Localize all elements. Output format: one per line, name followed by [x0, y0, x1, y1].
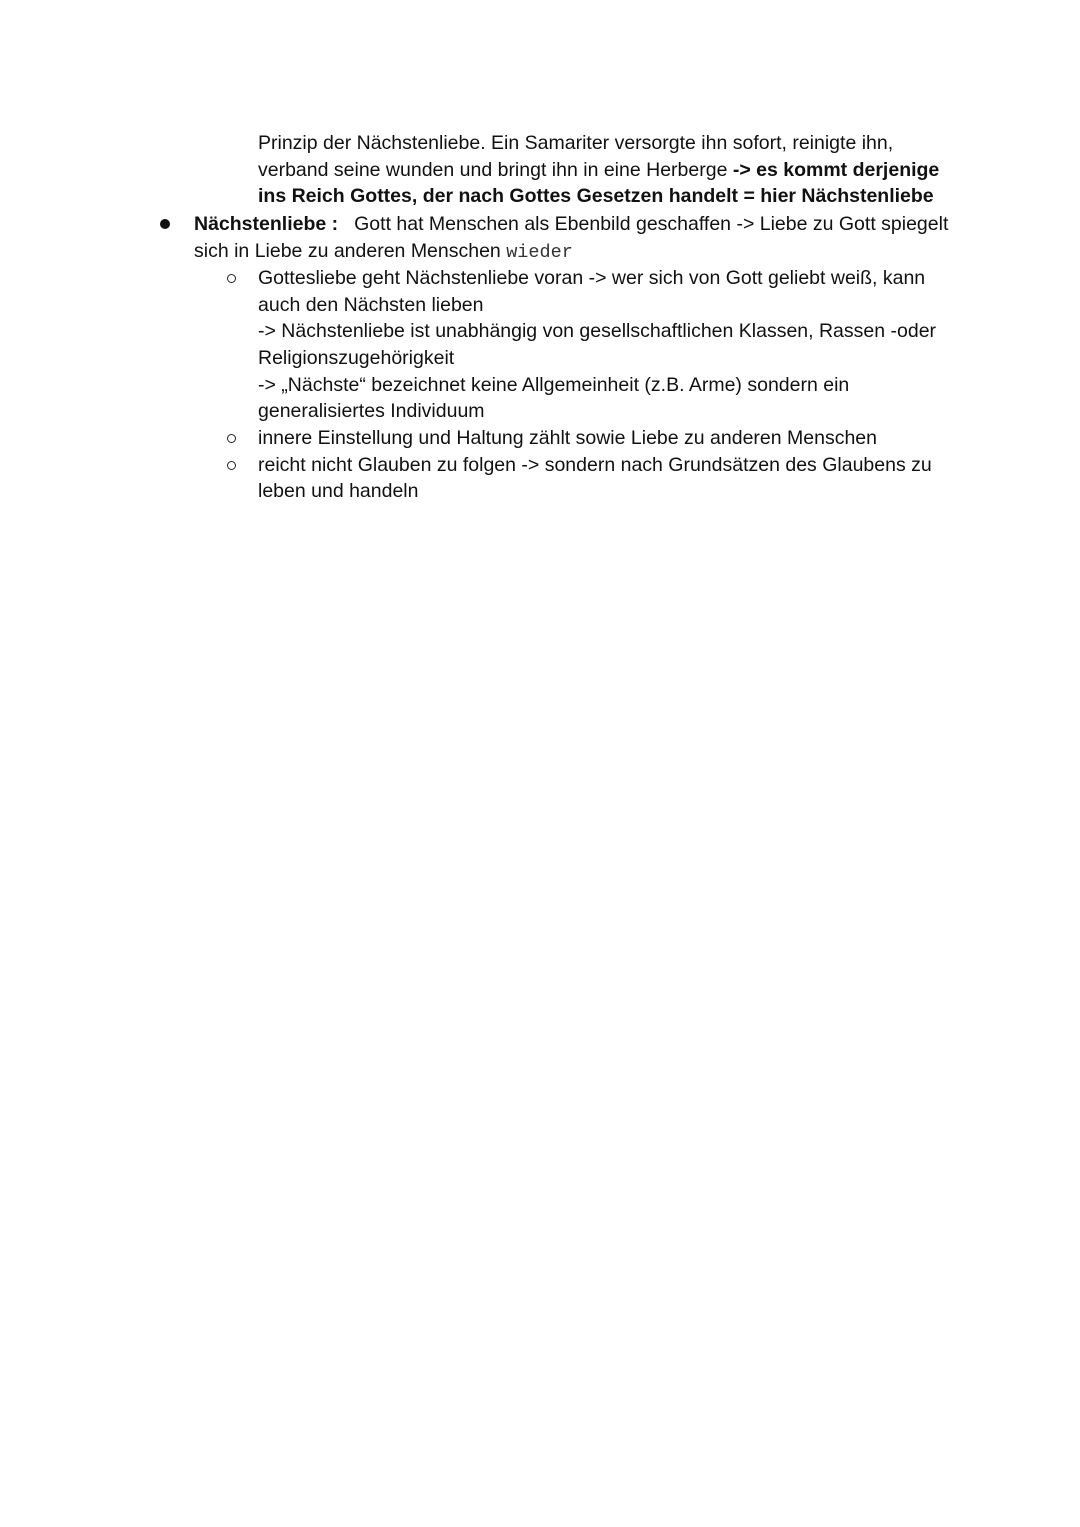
sub-bullet-circle-icon [227, 274, 236, 283]
subitem-2-line-1: innere Einstellung und Haltung zählt sowie Liebe zu anderen Menschen [258, 427, 877, 449]
continuation-line-1: Prinzip der Nächstenliebe. Ein Samariter versorgte ihn sofort, reinigte ihn, [258, 132, 894, 154]
subitem-3-line-1: reicht nicht Glauben zu folgen -> sondern nach Grundsätzen des Glaubens zu [258, 454, 932, 476]
bullet-line-2-mono: wieder [506, 242, 573, 263]
continuation-line-2-bold: -> es kommt derjenige [732, 159, 940, 181]
subitem-1-line-2: auch den Nächsten lieben [258, 294, 484, 316]
bullet-line-1 [194, 211, 948, 237]
subitem-1-line-4: Religionszugehörigkeit [258, 347, 455, 369]
continuation-line-2 [258, 157, 939, 183]
bullet-dot-icon [160, 219, 170, 229]
bullet-line-1-rest: Gott hat Menschen als Ebenbild geschaffen -> Liebe zu Gott spiegelt [354, 213, 949, 235]
subitem-1-line-1: Gottesliebe geht Nächstenliebe voran -> wer sich von Gott geliebt weiß, kann [258, 267, 926, 289]
bullet-line-2 [194, 238, 573, 266]
subitem-1-line-3: -> Nächstenliebe ist unabhängig von gesellschaftlichen Klassen, Rassen -oder [258, 320, 937, 342]
continuation-line-3: ins Reich Gottes, der nach Gottes Gesetzen handelt = hier Nächstenliebe [258, 185, 934, 207]
subitem-1-line-5: -> „Nächste“ bezeichnet keine Allgemeinheit (z.B. Arme) sondern ein [258, 374, 850, 396]
subitem-3-line-2: leben und handeln [258, 480, 419, 502]
subitem-1-line-6: generalisiertes Individuum [258, 400, 485, 422]
bullet-line-2-text: sich in Liebe zu anderen Menschen [194, 240, 507, 262]
continuation-line-2-normal: verband seine wunden und bringt ihn in eine Herberge [258, 159, 733, 181]
sub-bullet-circle-icon [227, 461, 236, 470]
sub-bullet-circle-icon [227, 434, 236, 443]
bullet-term: Nächstenliebe : [194, 213, 339, 235]
